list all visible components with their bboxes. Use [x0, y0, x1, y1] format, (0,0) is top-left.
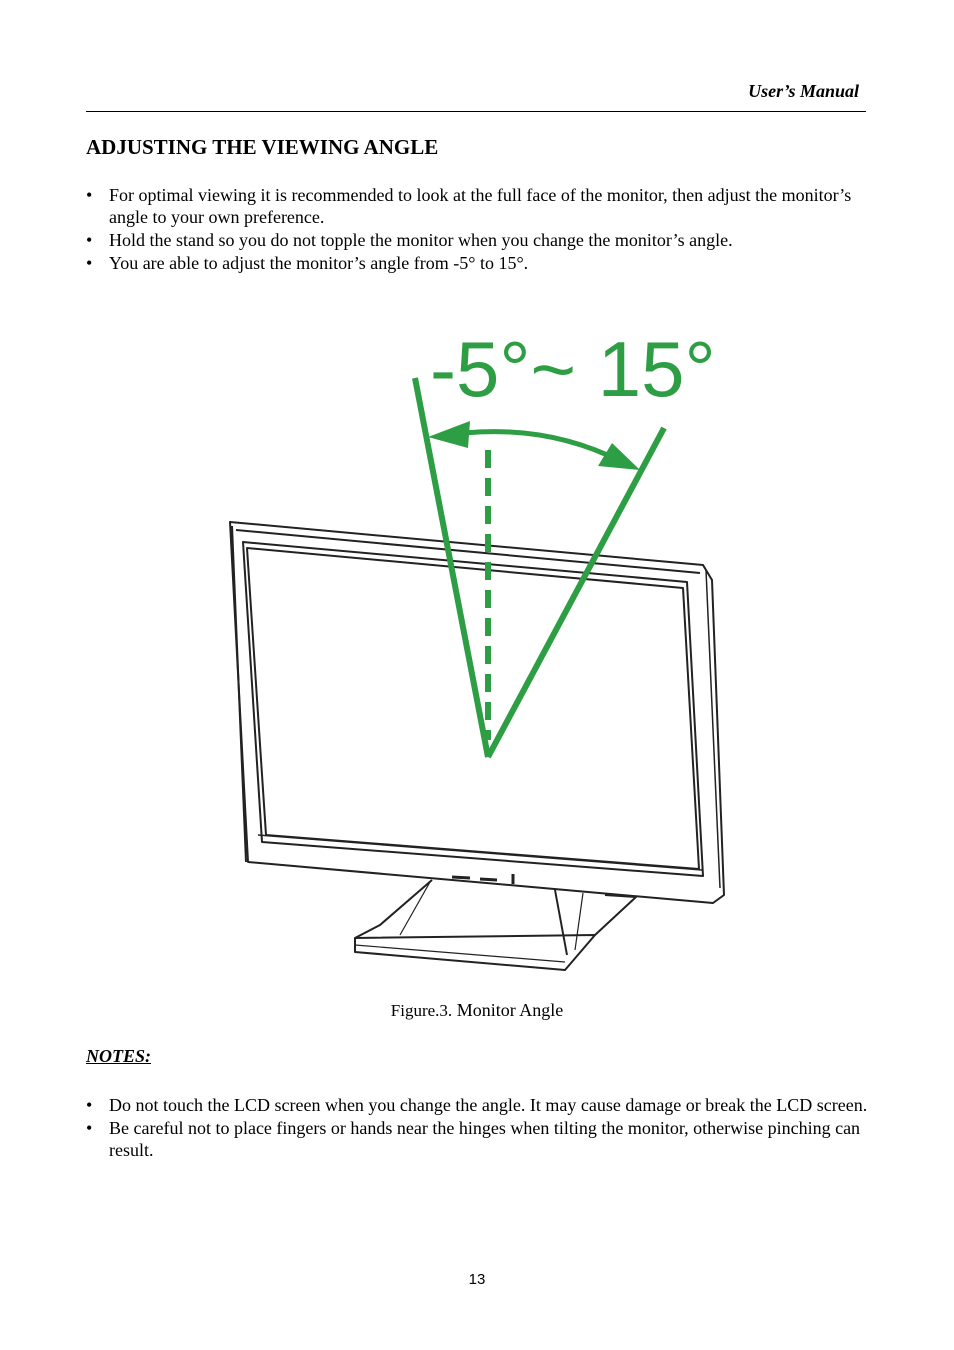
- stand-right-inner: [575, 893, 583, 950]
- notes-list: [86, 1094, 876, 1162]
- list-item: [86, 1117, 876, 1161]
- monitor-angle-figure: [0, 300, 954, 990]
- bullet-icon: •: [86, 1095, 93, 1115]
- instruction-list: [86, 184, 876, 275]
- stand-center-line: [555, 890, 567, 955]
- angle-arrowheads: [428, 421, 640, 470]
- monitor-bezel-left-edge: [232, 526, 246, 862]
- guide-line-forward: [488, 428, 664, 757]
- figure-caption-text: Monitor Angle: [456, 1000, 564, 1020]
- running-header: User’s Manual: [748, 81, 859, 101]
- stand-right-arm: [595, 895, 636, 935]
- bullet-icon: •: [86, 1118, 93, 1138]
- list-item-text: Hold the stand so you do not topple the monitor when you change the monitor’s angle.: [109, 230, 733, 250]
- page-number: 13: [468, 1271, 486, 1288]
- arrowhead-right-icon: [598, 443, 640, 470]
- list-item: [86, 229, 876, 251]
- bullet-icon: •: [86, 185, 93, 205]
- figure-caption: [0, 1000, 954, 1021]
- section-title: ADJUSTING THE VIEWING ANGLE: [86, 135, 439, 159]
- stand-left-arm: [355, 880, 432, 938]
- bullet-icon: •: [86, 230, 93, 250]
- arrowhead-left-icon: [428, 421, 470, 448]
- bullet-icon: •: [86, 253, 93, 273]
- notes-heading: NOTES:: [86, 1046, 152, 1066]
- list-item-text: For optimal viewing it is recommended to look at the full face of the monitor, then adjust the monitor’s angle to your own preference.: [109, 185, 852, 227]
- monitor-bezel-top-inner: [236, 530, 700, 573]
- header-rule: [86, 111, 866, 112]
- figure-caption-label: Figure.3.: [390, 1001, 453, 1020]
- list-item-text: You are able to adjust the monitor’s angle from -5° to 15°.: [109, 253, 529, 273]
- angle-range-label: -5°~ 15°: [430, 325, 716, 413]
- list-item: [86, 252, 876, 274]
- monitor-screen-inner: [247, 548, 699, 869]
- monitor-illustration: [230, 522, 724, 970]
- stand-base-edge: [355, 945, 565, 962]
- stand-left-inner: [400, 882, 430, 935]
- stand-base: [355, 935, 595, 970]
- list-item-text: Be careful not to place fingers or hands near the hinges when tilting the monitor, otherwise pinching can result.: [109, 1118, 861, 1160]
- list-item: [86, 184, 876, 228]
- monitor-screen-outer: [243, 542, 703, 876]
- list-item-text: Do not touch the LCD screen when you change the angle. It may cause damage or break the LCD screen.: [109, 1095, 868, 1115]
- list-item: [86, 1094, 876, 1116]
- monitor-chin-line: [258, 835, 702, 870]
